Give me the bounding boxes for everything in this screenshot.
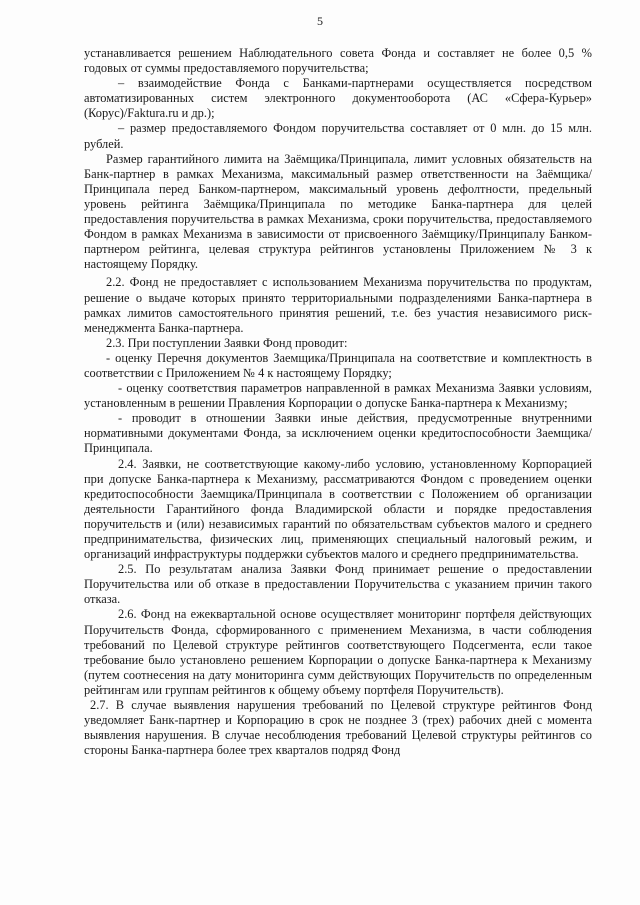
paragraph: 2.2. Фонд не предоставляет с использованием Механизма поручительства по продуктам, решение о выдаче которых принято территориальными подразделениями Банка-партнера в рамках лимитов самостоятельного принятия решений, т.е. без участия независимого риск-менеджмента Банка-партнера. bbox=[84, 275, 592, 335]
paragraph: - проводит в отношении Заявки иные действия, предусмотренные внутренними нормативными документами Фонда, за исключением оценки кредитоспособности Заемщика/Принципала. bbox=[84, 411, 592, 456]
paragraph: - оценку соответствия параметров направленной в рамках Механизма Заявки условиям, установленным в решении Правления Корпорации о допуске Банка-партнера к Механизму; bbox=[84, 381, 592, 411]
paragraph: – размер предоставляемого Фондом поручительства составляет от 0 млн. до 15 млн. рублей. bbox=[84, 121, 592, 151]
paragraph: 2.4. Заявки, не соответствующие какому-либо условию, установленному Корпорацией при допуске Банка-партнера к Механизму, рассматриваются Фондом с проведением оценки кредитоспособности Заемщика/Принципала в соответствии с Положением об организации деятельности Гарантийного фонда Владимирской области и порядке предоставления поручительств и (или) независимых гарантий по обязательствам субъектов малого и среднего предпринимательства, физических лиц, применяющих специальный налоговый режим, и организаций инфраструктуры поддержки субъектов малого и среднего предпринимательства. bbox=[84, 456, 592, 562]
page-number: 5 bbox=[317, 14, 323, 28]
paragraph: 2.7. В случае выявления нарушения требований по Целевой структуре рейтингов Фонд уведомляет Банк-партнер и Корпорацию в срок не позднее 3 (трех) рабочих дней с момента выявления нарушения. В случае несоблюдения требований Целевой структуры рейтингов со стороны Банка-партнера более трех кварталов подряд Фонд bbox=[84, 698, 592, 758]
paragraph: устанавливается решением Наблюдательного совета Фонда и составляет не более 0,5 % годовых от суммы предоставляемого поручительства; bbox=[84, 46, 592, 76]
paragraph: - оценку Перечня документов Заемщика/Принципала на соответствие и комплектность в соответствии с Приложением № 4 к настоящему Порядку; bbox=[84, 350, 592, 380]
document-body bbox=[84, 46, 592, 758]
paragraph: – взаимодействие Фонда с Банками-партнерами осуществляется посредством автоматизированных систем электронного документооборота (АС «Сфера-Курьер» (Корус)/Faktura.ru и др.); bbox=[84, 76, 592, 121]
paragraph: 2.6. Фонд на ежеквартальной основе осуществляет мониторинг портфеля действующих Поручительств Фонда, сформированного с применением Механизма, в части соблюдения требований по Целевой структуре рейтингов соответствующего Подсегмента, если такое требование было установлено решением Корпорации о допуске Банка-партнера к Механизму (путем соотнесения на дату мониторинга сумм действующих Поручительств по определенным рейтингам или группам рейтингов к общему объему портфеля Поручительств). bbox=[84, 607, 592, 697]
paragraph: Размер гарантийного лимита на Заёмщика/Принципала, лимит условных обязательств на Банк-партнер в рамках Механизма, максимальный размер ответственности на Заёмщика/Принципала перед Банком-партнером, максимальный уровень дефолтности, предельный уровень рейтинга Заёмщика/Принципала по методике Банка-партнера для целей предоставления поручительства в рамках Механизма, сроки поручительства, предоставляемого Фондом в рамках Механизма в зависимости от присвоенного Заёмщику/Принципалу Банком-партнером рейтинга, целевая структура рейтингов установлены Приложением № 3 к настоящему Порядку. bbox=[84, 151, 592, 272]
paragraph: 2.3. При поступлении Заявки Фонд проводит: bbox=[106, 335, 348, 350]
paragraph: 2.5. По результатам анализа Заявки Фонд принимает решение о предоставлении Поручительства или об отказе в предоставлении Поручительства с указанием причин такого отказа. bbox=[84, 562, 592, 607]
